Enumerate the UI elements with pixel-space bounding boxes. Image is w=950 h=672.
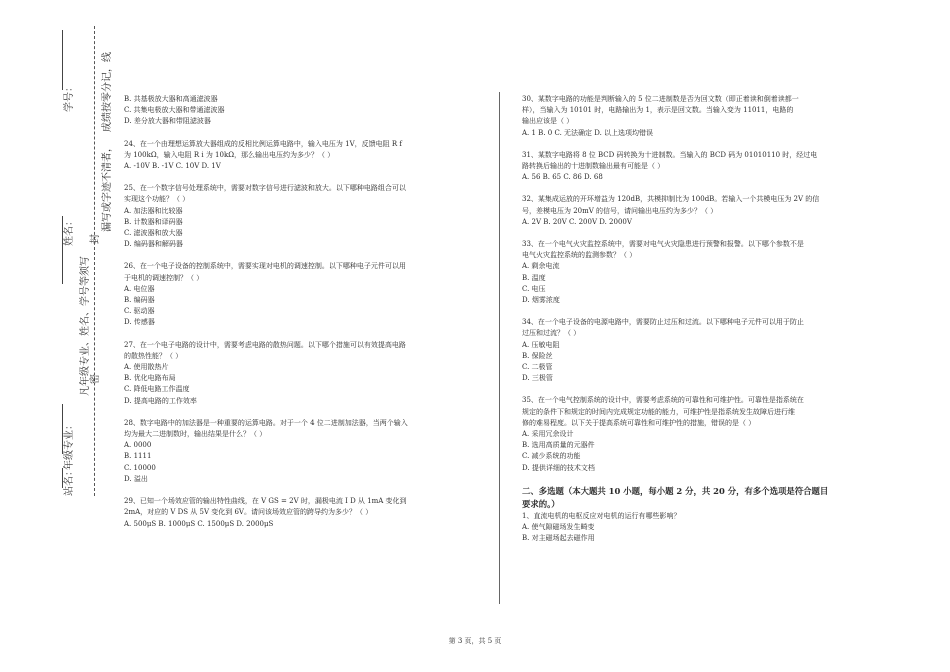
school-label: 站名： (64, 466, 75, 496)
q28-option-d: D. 溢出 (124, 474, 148, 483)
binding-dashed-line (94, 26, 95, 496)
q35-stem: 35、在一个电气控制系统的设计中，需要考虑系统的可靠性和可维护性。可靠性是指系统在 规定的条件下和规定的时间内完成规定功能的能力，可维护性是指系统发生故障后进行维 修的难易程度。以下关于提高系统可靠性和可维护性的措施，错误的是（ ） (522, 396, 804, 427)
q25-stem: 25、在一个数字信号处理系统中，需要对数字信号进行滤波和放大。以下哪种电路组合可以 实现这个功能？（ ） (124, 184, 406, 204)
q27-option-c: C. 降低电路工作温度 (124, 385, 190, 394)
q34-option-a: A. 压敏电阻 (522, 340, 560, 349)
q25-option-a: A. 加法器和比较器 (124, 206, 183, 215)
mc-q1-stem: 1、直流电机的电枢反应对电机的运行有哪些影响？ (522, 511, 681, 520)
q33-option-a: A. 剩余电流 (522, 262, 560, 271)
q35-option-a: A. 采用冗余设计 (522, 430, 574, 439)
mc-q1-option-a: A. 使气隙磁场发生畸变 (522, 523, 595, 532)
q28-option-a: A. 0000 (124, 441, 152, 450)
mc-q1-option-b: B. 对主磁场起去磁作用 (522, 534, 595, 543)
q32-options: A. 2V B. 20V C. 200V D. 2000V (522, 217, 632, 226)
question-25 (124, 183, 479, 250)
q33-option-d: D. 烟雾浓度 (522, 296, 560, 305)
q27-option-d: D. 提高电路的工作效率 (124, 396, 197, 405)
student-id-underline (62, 30, 63, 90)
q27-option-a: A. 使用散热片 (124, 363, 169, 372)
question-35 (522, 395, 887, 473)
student-id-label: 学号： (64, 82, 75, 112)
q26-option-c: C. 驱动器 (124, 307, 155, 316)
q33-option-c: C. 电压 (522, 284, 546, 293)
q32-stem: 32、某集成运放的开环增益为 120dB，共模抑制比为 100dB。若输入一个共模电压为 2V 的信 号，差模电压为 20mV 的信号，请问输出电压约为多少？（ ） (522, 195, 820, 215)
q26-option-b: B. 编码器 (124, 296, 155, 305)
q34-option-d: D. 三极管 (522, 374, 553, 383)
question-32 (522, 194, 887, 228)
q28-stem: 28、数字电路中的加法器是一种重要的运算电路。对于一个 4 位二进制加法器，当两个输入 均为最大二进制数时，输出结果是什么？（ ） (124, 418, 408, 439)
left-column (124, 94, 479, 541)
q26-stem: 26、在一个电子设备的控制系统中，需要实现对电机的调速控制。以下哪种电子元件可以用 于电机的调速控制？（ ） (124, 262, 406, 282)
q30-options: A. 1 B. 0 C. 无法确定 D. 以上选项均错误 (522, 128, 654, 137)
seal-mark-feng: 封 (90, 234, 101, 244)
q28-option-c: C. 10000 (124, 463, 156, 472)
q35-option-b: B. 选用高质量的元器件 (522, 441, 595, 450)
q26-option-a: A. 电位器 (124, 284, 155, 293)
major-label: 年级专业： (64, 420, 75, 470)
question-28 (124, 418, 479, 485)
q27-option-b: B. 优化电路布局 (124, 374, 176, 383)
q31-options: A. 56 B. 65 C. 86 D. 68 (522, 173, 603, 182)
q28-option-b: B. 1111 (124, 452, 152, 461)
margin-warning: 漏写或字迹不清者， (102, 142, 113, 232)
question-29 (124, 496, 479, 530)
q23-option-c: C. 共集电极放大器和带通滤波器 (124, 106, 225, 115)
column-divider (499, 92, 500, 604)
name-label: 姓名： (64, 216, 75, 246)
q23-option-b: B. 共基极放大器和高通滤波器 (124, 95, 218, 103)
q29-options: A. 500μS B. 1000μS C. 1500μS D. 2000μS (124, 519, 274, 528)
q25-option-b: B. 计数器和译码器 (124, 217, 183, 226)
question-30 (522, 94, 887, 139)
q29-stem: 29、已知一个场效应管的输出特性曲线，在 V GS = 2V 时，漏极电流 I D 从 1mA 变化到 2mA，对应的 V DS 从 5V 变化到 6V。请问该场效应管的跨导约为多少？（ ） (124, 497, 407, 517)
margin-instruction: 凡年级专业、姓名、学号等须写 (80, 256, 91, 396)
q33-stem: 33、在一个电气火灾监控系统中，需要对电气火灾隐患进行预警和报警。以下哪个参数不是 电气火灾监控系统的监测参数？（ ） (522, 240, 804, 260)
q26-option-d: D. 传感器 (124, 318, 155, 327)
question-24 (124, 139, 479, 173)
q34-stem: 34、在一个电子设备的电源电路中，需要防止过压和过流。以下哪种电子元件可以用于防止 过压和过流？（ ） (522, 318, 804, 338)
section-2-title: 二、多选题（本大题共 10 小题，每小题 2 分，共 20 分，有多个选项是符合题目 要求的。） (522, 485, 829, 509)
question-27 (124, 340, 479, 407)
page-footer: 第 3 页，共 5 页 (448, 637, 502, 645)
margin-zero-score: 成绩按零分记，线 (102, 52, 113, 132)
q35-option-d: D. 提供详细的技术文档 (522, 463, 595, 472)
q35-option-c: C. 减少系统的功能 (522, 452, 581, 461)
q33-option-b: B. 温度 (522, 273, 546, 282)
q34-option-c: C. 二极管 (522, 363, 553, 372)
question-33 (522, 239, 887, 306)
section-multiple-choice (522, 485, 887, 545)
question-31 (522, 150, 887, 184)
question-34 (522, 317, 887, 384)
right-column (522, 94, 887, 556)
q25-option-c: C. 滤波器和放大器 (124, 229, 183, 238)
q25-option-d: D. 编码器和解码器 (124, 240, 183, 249)
q27-stem: 27、在一个电子电路的设计中，需要考虑电路的散热问题。以下哪个措施可以有效提高电路 的散热性能？（ ） (124, 340, 406, 360)
question-23-tail (124, 94, 479, 128)
q24-stem: 24、在一个由理想运算放大器组成的反相比例运算电路中，输入电压为 1V，反馈电阻 R f 为 100kΩ，输入电阻 R i 为 10kΩ，那么输出电压约为多少？（ ） (124, 139, 402, 159)
question-26 (124, 261, 479, 328)
q30-stem: 30、某数字电路的功能是判断输入的 5 位二进制数是否为回文数（即正着读和倒着读都一 样），当输入为 10101 时，电路输出为 1，表示是回文数。当输入变为 11011，电路的 输出应该是（ ） (522, 95, 799, 126)
q31-stem: 31、某数字电路将 8 位 BCD 码转换为十进制数。当输入的 BCD 码为 01010110 时，经过电 路转换后输出的十进制数输出最有可能是（ ） (522, 150, 818, 171)
q24-options: A. -10V B. -1V C. 10V D. 1V (124, 162, 221, 171)
q34-option-b: B. 保险丝 (522, 351, 553, 360)
seal-mark-mi: 密 (90, 374, 101, 384)
q23-option-d: D. 差分放大器和带阻滤波器 (124, 117, 211, 126)
